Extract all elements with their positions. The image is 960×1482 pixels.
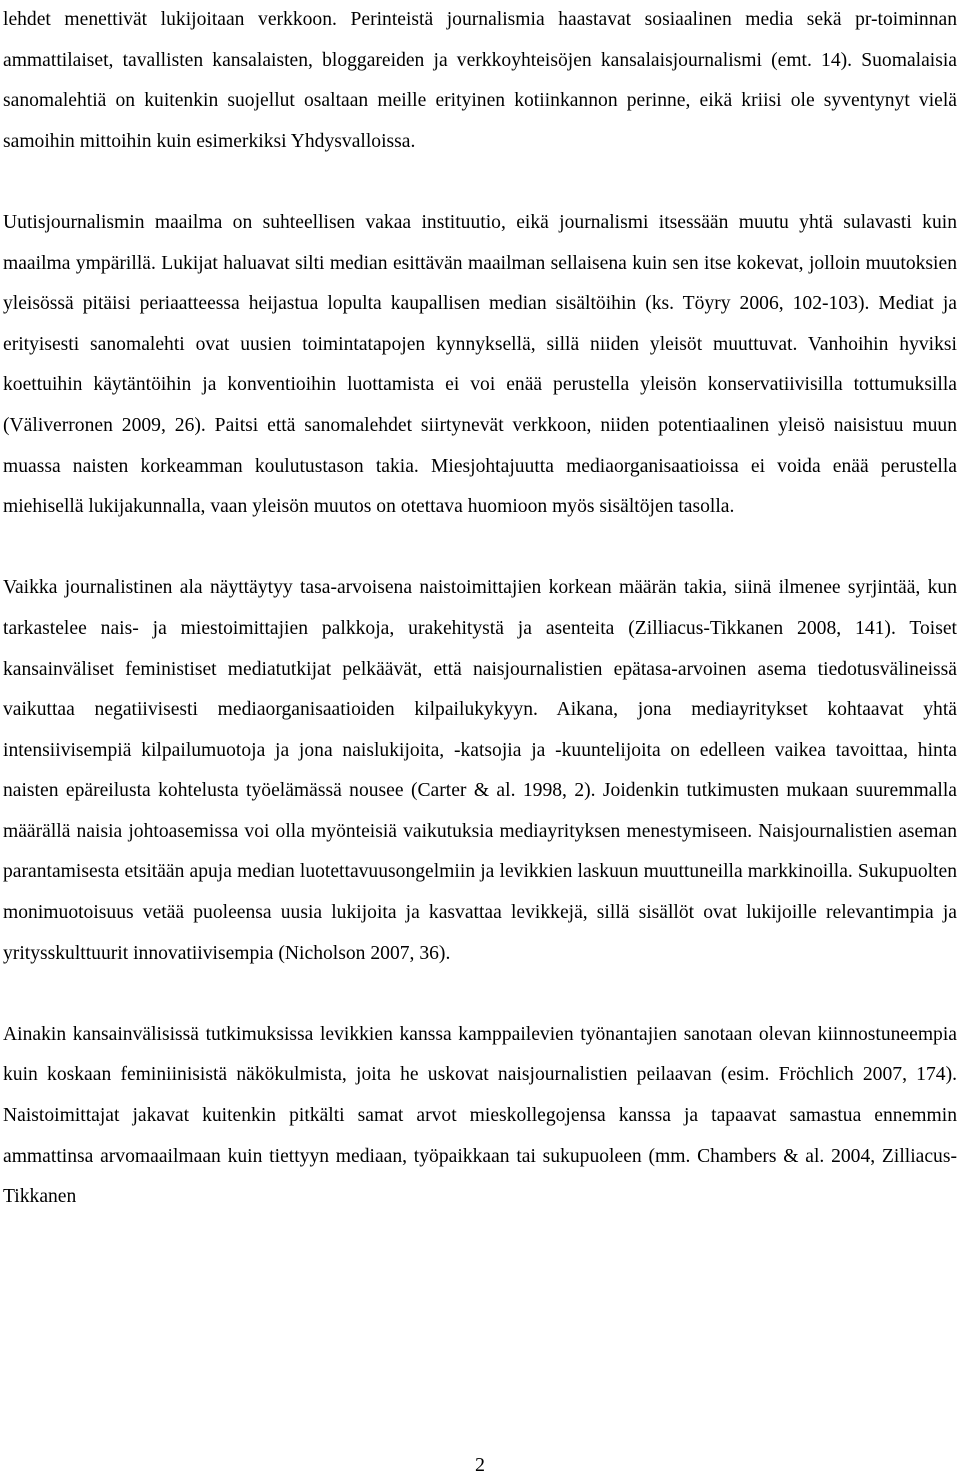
- paragraph-4: Ainakin kansainvälisissä tutkimuksissa levikkien kanssa kamppailevien työnantajien sanotaan olevan kiinnostuneempia kuin koskaan feminiinisistä näkökulmista, joita he uskovat naisjournalistien peilaavan (esim. Fröchlich 2007, 174). Naistoimittajat jakavat kuitenkin pitkälti samat arvot mieskollegojensa kanssa ja tapaavat samastua ennemmin ammattinsa arvomaailmaan kuin tiettyyn mediaan, työpaikkaan tai sukupuoleen (mm. Chambers & al. 2004, Zilliacus-Tikkanen: [3, 1023, 957, 1208]
- paragraph-1: lehdet menettivät lukijoitaan verkkoon. Perinteistä journalismia haastavat sosiaalinen media sekä pr-toiminnan ammattilaiset, tavallisten kansalaisten, bloggareiden ja verkkoyhteisöjen kansalaisjournalismi (emt. 14). Suomalaisia sanomalehtiä on kuitenkin suojellut osaltaan meille erityinen kotiinkannon perinne, eikä kriisi ole syventynyt vielä samoihin mittoihin kuin esimerkiksi Yhdysvalloissa.: [3, 9, 957, 152]
- document-page: [3, 0, 957, 1218]
- page-number: 2: [475, 1454, 485, 1476]
- paragraph-3: Vaikka journalistinen ala näyttäytyy tasa-arvoisena naistoimittajien korkean määrän takia, siinä ilmenee syrjintää, kun tarkastelee nais- ja miestoimittajien palkkoja, urakehitystä ja asenteita (Zilliacus-Tikkanen 2008, 141). Toiset kansainväliset feministiset mediatutkijat pelkäävät, että naisjournalistien epätasa-arvoinen asema tiedotusvälineissä vaikuttaa negatiivisesti mediaorganisaatioiden kilpailukykyyn. Aikana, jona mediayritykset kohtaavat yhtä intensiivisempiä kilpailumuotoja ja jona naislukijoita, -katsojia ja -kuuntelijoita on edelleen vaikea tavoittaa, hinta naisten epäreilusta kohtelusta työelämässä nousee (Carter & al. 1998, 2). Joidenkin tutkimusten mukaan suuremmalla määrällä naisia johtoasemissa voi olla myönteisiä vaikutuksia mediayrityksen menestymiseen. Naisjournalistien aseman parantamisesta etsitään apuja median luotettavuusongelmiin ja levikkien laskuun muuttuneilla markkinoilla. Sukupuolten monimuotoisuus vetää puoleensa uusia lukijoita ja kasvattaa levikkejä, sillä sisällöt ovat lukijoille relevantimpia ja yritysskulttuurit innovatiivisempia (Nicholson 2007, 36).: [3, 577, 957, 964]
- paragraph-2: Uutisjournalismin maailma on suhteellisen vakaa instituutio, eikä journalismi itsessään muutu yhtä sulavasti kuin maailma ympärillä. Lukijat haluavat silti median esittävän maailman sellaisena kuin sen itse kokevat, jolloin muutoksien yleisössä pitäisi periaatteessa heijastua lopulta kaupallisen median sisältöihin (ks. Töyry 2006, 102-103). Mediat ja erityisesti sanomalehti ovat uusien toimintatapojen kynnyksellä, sillä niiden yleisöt muuttuvat. Vanhoihin hyviksi koettuihin käytäntöihin ja konventioihin luottamista ei voi enää perustella yleisön konservatiivisilla tottumuksilla (Väliverronen 2009, 26). Paitsi että sanomalehdet siirtynevät verkkoon, niiden potentiaalinen yleisö naisistuu muun muassa naisten korkeamman koulutustason takia. Miesjohtajuutta mediaorganisaatioissa ei voida enää perustella miehisellä lukijakunnalla, vaan yleisön muutos on otettava huomioon myös sisältöjen tasolla.: [3, 211, 957, 518]
